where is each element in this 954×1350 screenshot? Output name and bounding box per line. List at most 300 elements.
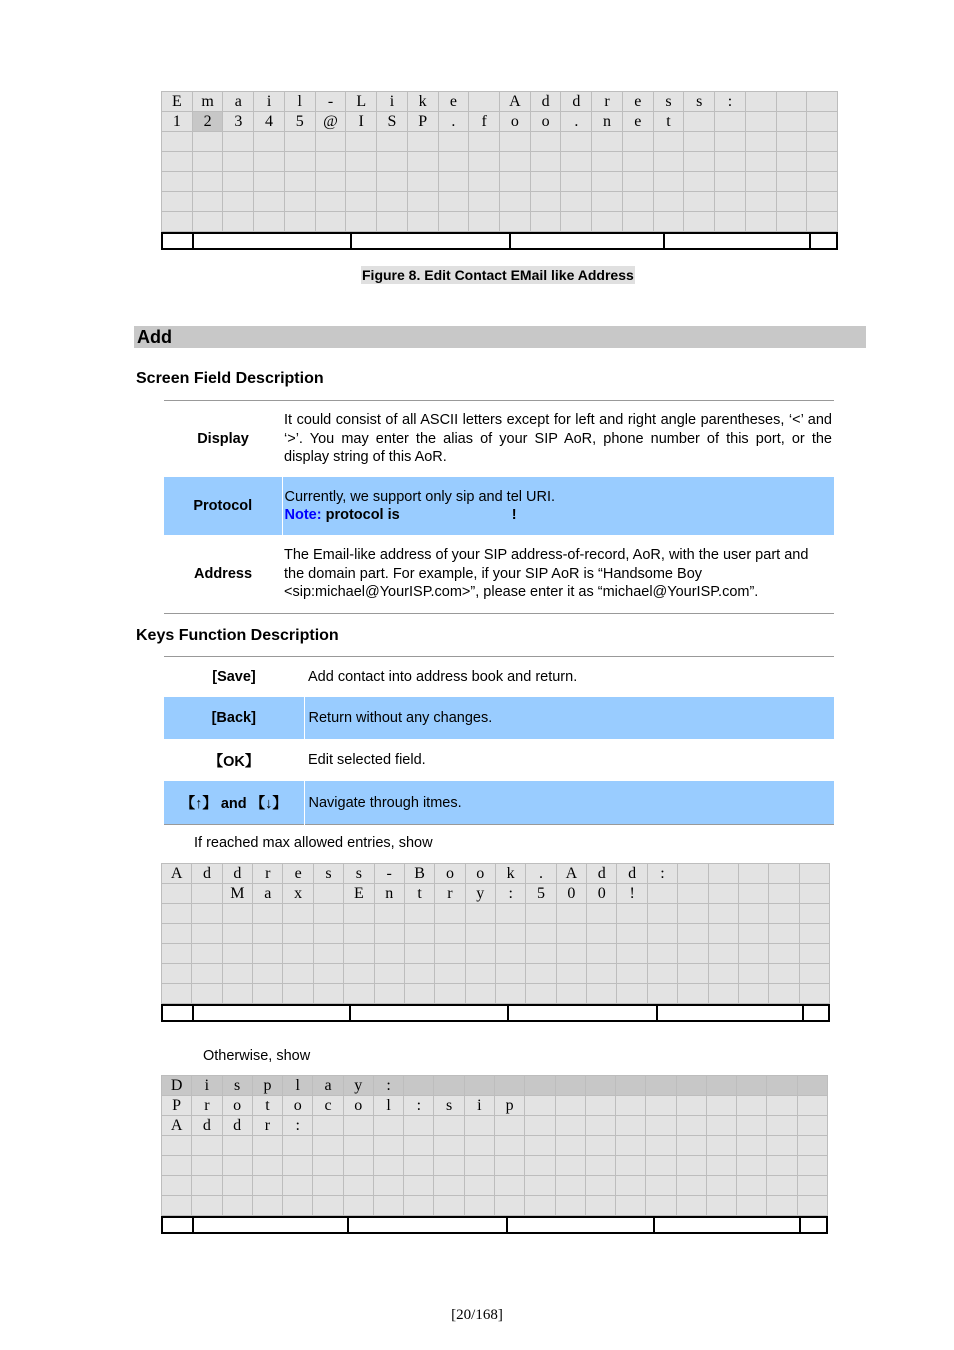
lcd-cell [344,984,373,1003]
lcd-cell: n [592,112,622,131]
lcd-cell [617,964,646,983]
lcd-cell: . [439,112,469,131]
lcd-cell [654,172,684,191]
lcd-cell [777,212,807,231]
lcd-cell [525,1176,554,1195]
field-row-display [164,401,834,478]
lcd-cell [526,924,555,943]
lcd-cell [253,984,282,1003]
max-entries-text: If reached max allowed entries, show [194,835,433,851]
lcd-cell [193,172,223,191]
lcd-cell [439,192,469,211]
lcd-cell [684,212,714,231]
lcd-cell [767,1116,796,1135]
lcd-cell: s [314,864,343,883]
lcd-cell [405,984,434,1003]
lcd-cell: s [654,92,684,111]
lcd-cell [648,884,677,903]
lcd-cell [314,924,343,943]
lcd-cell: ! [617,884,646,903]
lcd-cell: a [313,1076,342,1095]
lcd-cell [192,944,221,963]
lcd-cell [767,1096,796,1115]
lcd-cell: k [496,864,525,883]
lcd-cell [344,904,373,923]
lcd-cell [466,944,495,963]
lcd-cell [707,1096,736,1115]
lcd-cell [707,1196,736,1215]
lcd-cell [807,172,837,191]
lcd-cell [677,1116,706,1135]
softkey-slot[interactable] [509,1006,658,1020]
lcd-cell [469,152,499,171]
lcd-cell [800,984,829,1003]
lcd-cell [469,212,499,231]
lcd-cell: 4 [254,112,284,131]
lcd-cell: A [500,92,530,111]
lcd-cell [223,192,253,211]
lcd-cell [561,192,591,211]
lcd-cell [807,112,837,131]
lcd-cell [684,152,714,171]
lcd-cell: s [344,864,373,883]
keys-table [164,656,834,825]
lcd-cell: - [316,92,346,111]
lcd-cell [800,944,829,963]
lcd-cell [162,172,192,191]
lcd-cell [192,904,221,923]
lcd-cell: k [408,92,438,111]
lcd-cell [587,904,616,923]
lcd-cell [557,924,586,943]
lcd-cell [739,944,768,963]
lcd-cell [285,192,315,211]
lcd-cell [737,1176,766,1195]
lcd-cell [616,1116,645,1135]
lcd-cell [283,1136,312,1155]
lcd-cell: : [404,1096,433,1115]
lcd-cell [648,924,677,943]
lcd-cell [798,1116,827,1135]
lcd-cell [654,212,684,231]
lcd-cell [800,884,829,903]
lcd-cell [344,1156,373,1175]
field-desc-cell [282,477,834,535]
lcd-cell: P [408,112,438,131]
lcd-cell [162,904,191,923]
lcd-cell: d [192,1116,221,1135]
lcd-cell [623,152,653,171]
lcd-cell [739,964,768,983]
field-desc: Currently, we support only sip and tel URI. [284,488,556,505]
key-desc: Return without any changes. [304,697,834,739]
lcd-cell [465,1176,494,1195]
lcd-cell [556,1176,585,1195]
lcd-cell [192,924,221,943]
lcd-cell [807,152,837,171]
lcd-cell [162,884,191,903]
lcd-cell [556,1136,585,1155]
lcd-cell [495,1176,524,1195]
lcd-cell [162,212,192,231]
lcd-cell [496,924,525,943]
lcd-cell: A [162,1116,191,1135]
softkey-slot[interactable] [194,234,352,248]
lcd-cell: r [435,884,464,903]
lcd-cell: E [162,92,192,111]
lcd-cell [777,172,807,191]
lcd-cell [715,212,745,231]
lcd-cell [314,984,343,1003]
lcd-cell: r [592,92,622,111]
lcd-cell [253,904,282,923]
lcd-cell [777,112,807,131]
lcd-cell [162,1156,191,1175]
lcd-cell: l [283,1076,312,1095]
lcd-cell: l [285,92,315,111]
lcd-cell [525,1196,554,1215]
lcd-cell [405,944,434,963]
lcd-cell [439,152,469,171]
lcd-cell [313,1136,342,1155]
lcd-cell [526,984,555,1003]
lcd-cell [616,1176,645,1195]
lcd-cell [500,132,530,151]
lcd-cell [709,944,738,963]
lcd-cell [283,904,312,923]
lcd-cell: d [192,864,221,883]
lcd-cell [737,1196,766,1215]
lcd-cell [316,132,346,151]
lcd-cell [495,1116,524,1135]
lcd-cell [678,904,707,923]
lcd-cell [677,1136,706,1155]
key-row-back [164,697,834,739]
lcd-cell [344,1176,373,1195]
lcd-cell [531,132,561,151]
lcd-cell [525,1156,554,1175]
lcd-cell [526,944,555,963]
lcd-cell [254,212,284,231]
softkey-bar [161,232,838,250]
lcd-cell: l [374,1096,403,1115]
lcd-cell [162,924,191,943]
lcd-cell [586,1096,615,1115]
lcd-cell [344,1116,373,1135]
lcd-cell: s [684,92,714,111]
lcd-cell [678,924,707,943]
lcd-cell [162,152,192,171]
lcd-cell [253,1136,282,1155]
lcd-cell [500,212,530,231]
softkey-slot[interactable] [163,1006,194,1020]
lcd-cell [709,964,738,983]
lcd-cell [193,212,223,231]
lcd-cell [654,152,684,171]
lcd-cell: p [253,1076,282,1095]
lcd-cell [162,1136,191,1155]
lcd-cell [769,904,798,923]
lcd-cell [556,1156,585,1175]
lcd-cell [435,904,464,923]
lcd-cell [314,904,343,923]
softkey-slot[interactable] [665,234,811,248]
lcd-cell [646,1076,675,1095]
lcd-cell [162,984,191,1003]
lcd-cell: A [557,864,586,883]
lcd-cell [465,1076,494,1095]
lcd-cell [617,904,646,923]
lcd-cell [715,172,745,191]
softkey-slot[interactable] [811,234,836,248]
lcd-cell [466,964,495,983]
lcd-cell [746,212,776,231]
lcd-cell [283,1156,312,1175]
lcd-cell [495,1076,524,1095]
lcd-cell [254,132,284,151]
lcd-cell: 5 [526,884,555,903]
lcd-cell [646,1176,675,1195]
lcd-cell [314,964,343,983]
softkey-bar [161,1004,830,1022]
lcd-cell [746,192,776,211]
softkey-slot[interactable] [352,234,511,248]
softkey-bar [161,1216,828,1234]
lcd-cell [466,904,495,923]
lcd-cell: c [313,1096,342,1115]
figure-caption: Figure 8. Edit Contact EMail like Address [362,267,634,283]
lcd-cell: o [283,1096,312,1115]
lcd-cell [746,112,776,131]
lcd-cell [283,964,312,983]
lcd-cell [525,1116,554,1135]
softkey-slot[interactable] [658,1006,804,1020]
lcd-cell [162,132,192,151]
lcd-cell [777,192,807,211]
lcd-cell [677,1096,706,1115]
lcd-cell [798,1136,827,1155]
lcd-cell [800,924,829,943]
lcd-cell: d [617,864,646,883]
lcd-cell [496,964,525,983]
lcd-cell: d [223,864,252,883]
lcd-cell [587,944,616,963]
lcd-cell [223,964,252,983]
lcd-cell [495,1196,524,1215]
lcd-cell [377,152,407,171]
lcd-cell [223,1136,252,1155]
lcd-cell [767,1136,796,1155]
lcd-cell: t [253,1096,282,1115]
lcd-cell [586,1176,615,1195]
lcd-cell [623,172,653,191]
lcd-cell [439,172,469,191]
lcd-cell [767,1176,796,1195]
screen-field-table [164,400,834,614]
note-text: protocol is [325,507,400,523]
key-label: [Back] [164,697,304,739]
lcd-cell [283,1196,312,1215]
lcd-cell [777,152,807,171]
lcd-cell [253,964,282,983]
key-label: 【OK】 [208,753,260,770]
lcd-cell [707,1176,736,1195]
lcd-cell [439,212,469,231]
lcd-cell [465,1116,494,1135]
lcd-cell: : [715,92,745,111]
lcd-cell [434,1196,463,1215]
lcd-cell [684,132,714,151]
lcd-cell [807,192,837,211]
lcd-cell [404,1136,433,1155]
lcd-cell: e [623,112,653,131]
lcd-cell [344,1196,373,1215]
lcd-cell [404,1196,433,1215]
lcd-cell [495,1156,524,1175]
lcd-cell [587,984,616,1003]
lcd-cell [586,1196,615,1215]
softkey-slot[interactable] [508,1218,655,1232]
lcd-cell [496,944,525,963]
lcd-cell: P [162,1096,191,1115]
softkey-slot[interactable] [163,234,194,248]
section-title: Add [134,326,866,348]
lcd-grid [161,91,838,232]
lcd-cell [375,984,404,1003]
lcd-cell [253,1176,282,1195]
lcd-cell [531,212,561,231]
lcd-cell [525,1096,554,1115]
softkey-slot[interactable] [801,1218,826,1232]
lcd-cell [253,1156,282,1175]
field-row-protocol [164,477,834,535]
lcd-cell [192,1176,221,1195]
lcd-cell [798,1156,827,1175]
lcd-cell [556,1116,585,1135]
lcd-cell [592,132,622,151]
softkey-slot[interactable] [349,1218,508,1232]
lcd-cell [556,1096,585,1115]
lcd-cell: i [192,1076,221,1095]
lcd-cell [737,1136,766,1155]
lcd-cell: d [561,92,591,111]
lcd-cell: o [223,1096,252,1115]
lcd-cell: i [377,92,407,111]
lcd-cell [374,1156,403,1175]
softkey-slot[interactable] [655,1218,801,1232]
lcd-cell [254,152,284,171]
softkey-slot[interactable] [511,234,665,248]
lcd-cell [375,924,404,943]
lcd-cell [377,212,407,231]
lcd-cell [592,172,622,191]
softkey-slot[interactable] [804,1006,828,1020]
lcd-cell [646,1156,675,1175]
lcd-cell [654,192,684,211]
lcd-cell [616,1096,645,1115]
key-label: [Save] [212,669,256,685]
lcd-cell [648,984,677,1003]
lcd-cell [623,192,653,211]
lcd-cell [316,192,346,211]
lcd-cell [616,1076,645,1095]
lcd-cell [283,1176,312,1195]
lcd-cell [561,172,591,191]
key-desc: Edit selected field. [308,752,426,768]
field-row-address [164,535,834,614]
lcd-cell [500,192,530,211]
lcd-cell [408,132,438,151]
lcd-cell: S [377,112,407,131]
lcd-cell: y [344,1076,373,1095]
lcd-cell [678,964,707,983]
lcd-cell: 5 [285,112,315,131]
lcd-cell [646,1196,675,1215]
lcd-cell [434,1116,463,1135]
lcd-cell [223,1196,252,1215]
softkey-slot[interactable] [194,1006,351,1020]
lcd-cell [285,132,315,151]
key-row-navigate [164,781,834,825]
page-number: [20/168] [451,1307,503,1323]
lcd-cell [469,192,499,211]
lcd-cell [223,172,253,191]
lcd-cell: 0 [557,884,586,903]
lcd-cell [800,904,829,923]
lcd-cell [435,964,464,983]
lcd-cell [617,944,646,963]
key-label: 【↑】 and 【↓】 [164,781,304,825]
lcd-cell: o [531,112,561,131]
lcd-cell [767,1196,796,1215]
lcd-cell: E [344,884,373,903]
lcd-cell [526,964,555,983]
lcd-cell [800,864,829,883]
lcd-cell: x [283,884,312,903]
lcd-cell [677,1076,706,1095]
lcd-cell [709,904,738,923]
lcd-cell [192,1196,221,1215]
lcd-cell: 3 [223,112,253,131]
lcd-cell [684,112,714,131]
lcd-cell [769,924,798,943]
lcd-cell: r [253,864,282,883]
lcd-cell [807,212,837,231]
lcd-cell [769,944,798,963]
lcd-cell: r [192,1096,221,1115]
lcd-cell [253,1196,282,1215]
softkey-slot[interactable] [163,1218,194,1232]
softkey-slot[interactable] [194,1218,349,1232]
lcd-cell: e [623,92,653,111]
lcd-cell [162,964,191,983]
lcd-cell [377,132,407,151]
lcd-cell [684,172,714,191]
lcd-cell [798,1096,827,1115]
lcd-cell [617,924,646,943]
lcd-cell [193,192,223,211]
lcd-cell [616,1156,645,1175]
softkey-slot[interactable] [351,1006,509,1020]
lcd-cell [404,1176,433,1195]
lcd-cell [253,944,282,963]
lcd-cell [531,152,561,171]
lcd-cell [496,984,525,1003]
lcd-cell [285,152,315,171]
lcd-cell [807,132,837,151]
lcd-cell [193,152,223,171]
protocol-note [285,506,833,525]
